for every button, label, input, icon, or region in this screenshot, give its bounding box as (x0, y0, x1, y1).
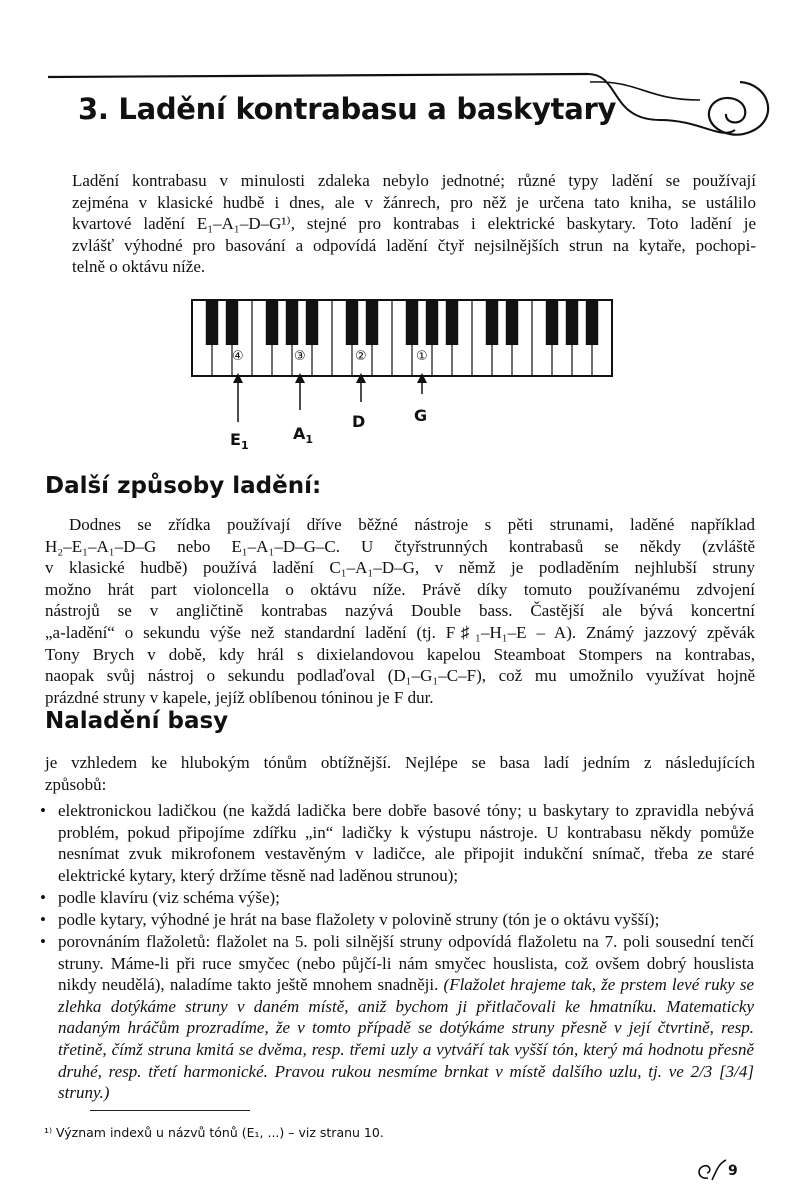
note-name: D (352, 412, 366, 431)
page-number-ornament (694, 1158, 728, 1184)
text-line: Tony Brych v době, kdy hrál s dixielandovou kapelou Steamboat Stompers na kontrabas, (45, 644, 755, 664)
note-name: E (230, 430, 241, 449)
list-item-text: elektronickou ladičkou (ne každá ladička bere dobře basové tóny; u baskytary to zpravidla nebývá problém, pokud připojíme zdířku „in“ ladičky k výstupu nástroje. U kontrabasu někdy pomůže nesnímat zvuk mikrofonem vestavěným v ladičce, ale připojit indukční snímač, třeba ze staré elektrické kytary, který držíme těsně nad laděnou strunou); (58, 801, 754, 885)
black-key (406, 300, 418, 345)
text-line: „a-ladění“ o sekundu výše než standardní ladění (tj. F♯₁–H₁–E – A). Známý jazzový zpěvák (45, 622, 755, 642)
text-line: prázdné struny v kapele, jejíž oblíbenou tóninou je F dur. (45, 687, 434, 707)
bullet-icon: • (40, 909, 46, 929)
black-key (546, 300, 558, 345)
black-key (266, 300, 278, 345)
chapter-title: 3. Ladění kontrabasu a baskytary (78, 92, 617, 126)
arrow-up-icon (293, 372, 307, 432)
intro-paragraph (72, 170, 756, 278)
text-line: H₂–E₁–A₁–D–G nebo E₁–A₁–D–G–C. U čtyřstrunných kontrabasů se někdy (zvláště (45, 536, 755, 556)
list-item (38, 887, 754, 909)
tuning-methods-list (38, 800, 754, 1104)
bullet-icon: • (40, 932, 46, 952)
text-line: je vzhledem ke hlubokým tónům obtížnější. Nejlépe se basa ladí jedním z následujících (45, 753, 755, 772)
footnote: ¹⁾ Význam indexů u názvů tónů (E₁, ...) – viz stranu 10. (44, 1125, 384, 1140)
text-line: v klasické hudbě) používá ladění C₁–A₁–D–G, v němž je podladěním nejhlubší struny (45, 558, 755, 578)
bullet-icon: • (40, 801, 46, 820)
black-key (286, 300, 298, 345)
list-item-text: podle klavíru (viz schéma výše); (58, 887, 280, 907)
black-key (486, 300, 498, 345)
black-key (366, 300, 378, 345)
text-line: způsobů: (45, 774, 107, 794)
black-key (306, 300, 318, 345)
string-number-marker: ④ (232, 349, 244, 364)
text-line: telně o oktávu níže. (72, 257, 206, 277)
string-number-marker: ③ (294, 349, 306, 364)
string-number-marker: ① (416, 349, 428, 364)
text-line: zejména v klasické hudbě i dnes, ale v žánrech, pro něž je určena tato kniha, se ustálilo (72, 192, 756, 212)
note-label (414, 406, 427, 425)
note-subscript: 1 (240, 439, 249, 453)
note-label (230, 430, 249, 452)
black-key (506, 300, 518, 345)
text-line: nástrojů se v angličtině kontrabas nazývá Double bass. Častější ale bývá koncertní (45, 601, 755, 621)
text-line: Dodnes se zřídka používají dříve běžné nástroje s pěti strunami, laděné například (69, 515, 755, 534)
tuning-intro-paragraph (45, 752, 755, 795)
string-number-marker: ② (355, 349, 367, 364)
other-tunings-paragraph (45, 514, 755, 708)
arrow-up-icon (231, 372, 245, 432)
black-key (426, 300, 438, 345)
text-line: možno hrát part violoncella o oktávu níže. Právě díky tomuto používanému zdvojení (45, 579, 755, 599)
list-item (38, 909, 754, 931)
note-label (352, 412, 365, 431)
bullet-icon: • (40, 887, 46, 907)
section-heading-tuning: Naladění basy (45, 708, 229, 734)
list-item-text: porovnáním flažoletů: flažolet na 5. poli silnější struny odpovídá flažoletu na 7. poli sousední tenčí struny. Máme-li při ruce smyčec (nebo půjčí-li nám smyčec houslista, což ovšem dobrý houslista nikdy neudělá), naladíme takto ještě mnohem snadněji. (58, 932, 754, 995)
black-key (206, 300, 218, 345)
text-line: zvlášť výhodné pro basování a odpovídá ladění čtyř nejsilnějších strun na kytaře, pochopi- (72, 235, 756, 255)
list-item (38, 800, 754, 886)
black-key (346, 300, 358, 345)
black-key (586, 300, 598, 345)
note-name: G (414, 406, 428, 425)
section-heading-other-tunings: Další způsoby ladění: (45, 473, 322, 499)
text-line: naopak svůj nástroj o sekundu podlaďoval (D₁–G₁–C–F), což mu umožnilo využívat hojně (45, 666, 755, 686)
note-label (293, 424, 313, 446)
black-key (566, 300, 578, 345)
text-line: Ladění kontrabasu v minulosti zdaleka nebylo jednotné; různé typy ladění se používají (72, 171, 756, 190)
black-key (226, 300, 238, 345)
list-item-italic-note: (Flažolet hrajeme tak, že prstem levé ruky se zlehka dotýkáme struny v daném místě, aniž bychom ji přitlačovali ke hmatníku. Matematicky nadaným hráčům prozradíme, že v tomto případě se dotýkáme struny přesně v její čtvrtině, resp. třetině, čímž struna kmitá se dvěma, resp. třemi uzly a vytváří tak vyšší tón, který má hodnotu přesně druhé, resp. třetí harmonické. Pravou rukou nesmíme brnkat v místě dalšího uzlu, tj. ve 2/3 [3/4] struny.) (58, 975, 754, 1103)
page-number: 9 (728, 1163, 738, 1179)
black-key (446, 300, 458, 345)
note-name: A (293, 424, 306, 443)
text-line: kvartové ladění E₁–A₁–D–G¹⁾, stejné pro kontrabas i elektrické baskytary. Toto ladění je (72, 214, 756, 234)
keyboard-diagram (188, 292, 618, 382)
list-item (38, 931, 754, 1104)
note-subscript: 1 (305, 433, 314, 447)
list-item-text: podle kytary, výhodné je hrát na base flažolety v polovině struny (tón je o oktávu vyšší); (58, 909, 660, 929)
footnote-divider (90, 1110, 250, 1111)
